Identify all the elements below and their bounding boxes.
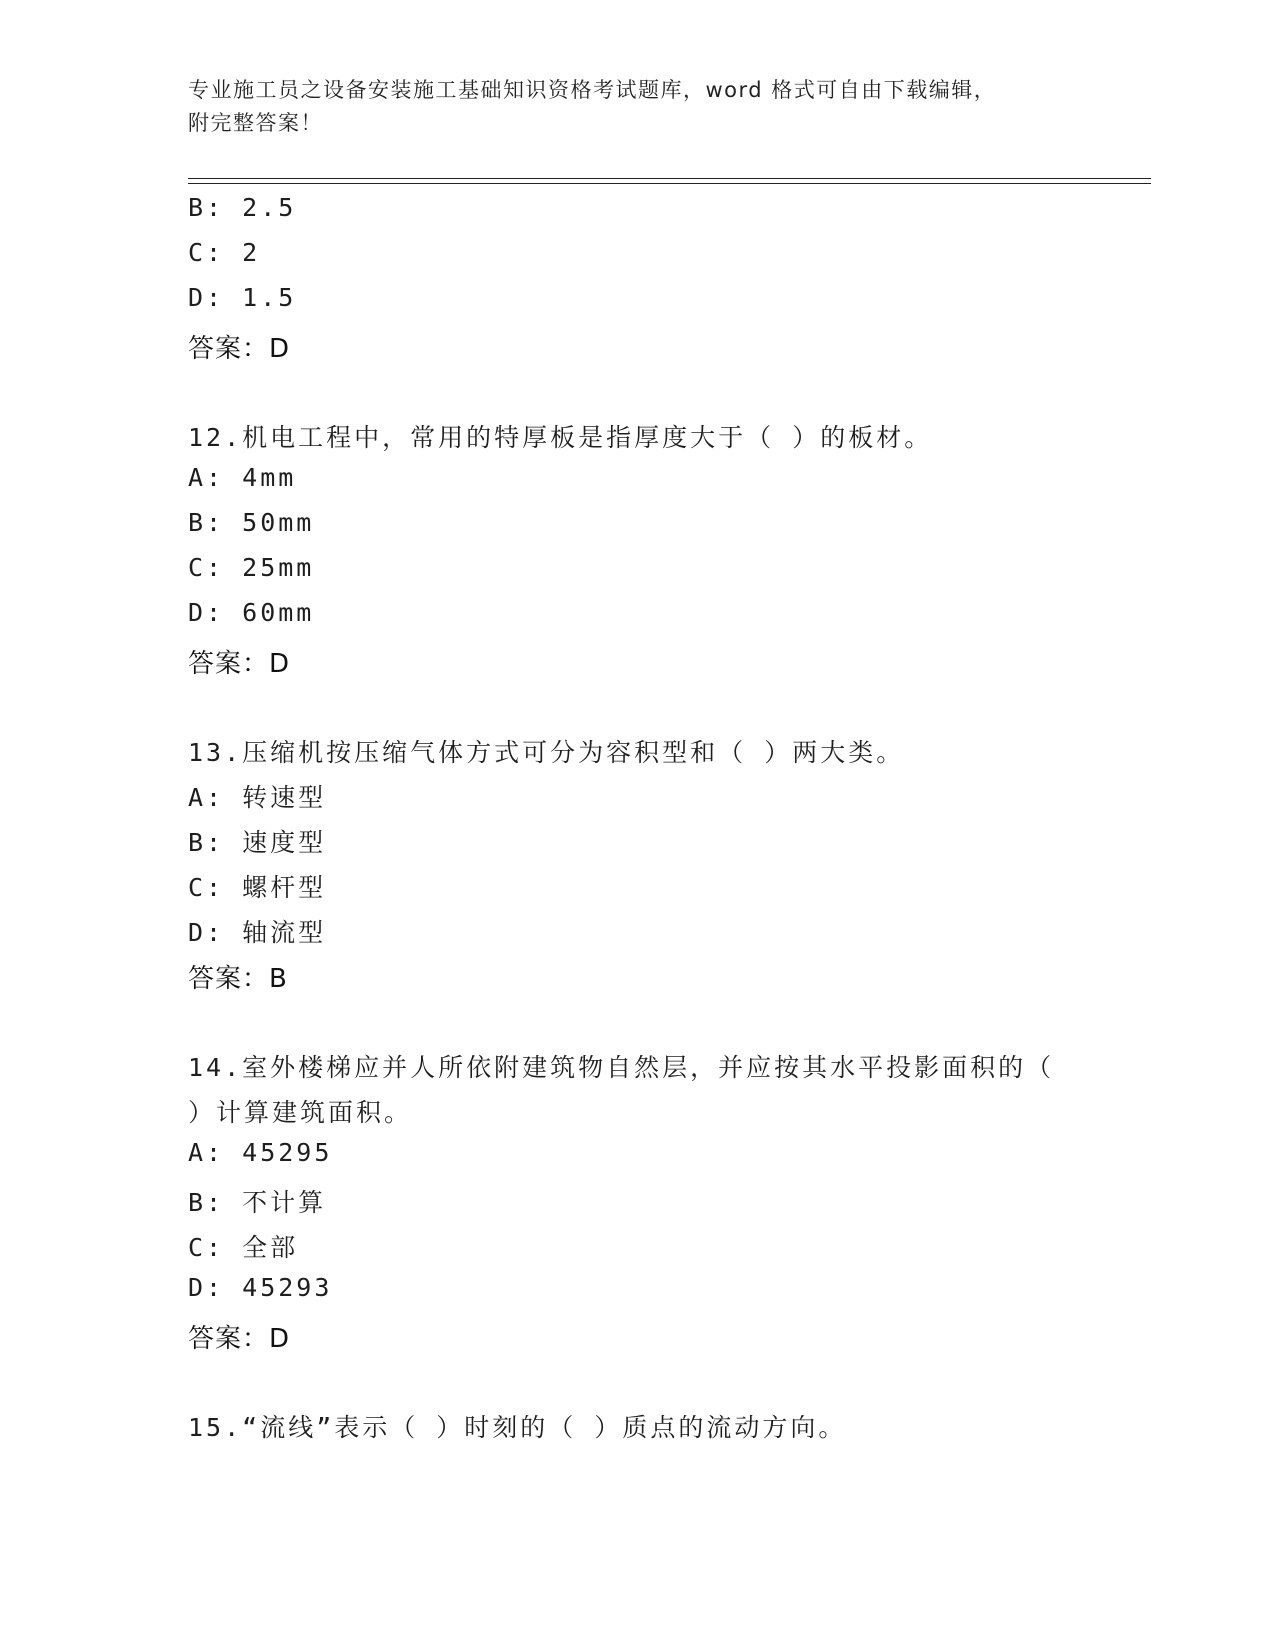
q12-stem: 12.机电工程中，常用的特厚板是指厚度大于（ ）的板材。	[188, 423, 933, 452]
document-header	[188, 74, 1088, 140]
q12-answer: 答案：D	[188, 649, 291, 679]
q14-option-c: C: 全部	[188, 1233, 299, 1262]
q15-stem: 15.“流线”表示（ ）时刻的（ ）质点的流动方向。	[188, 1413, 847, 1442]
q12-option-a: A: 4mm	[188, 463, 297, 492]
q12-option-c: C: 25mm	[188, 553, 315, 582]
q11-option-b: B: 2.5	[188, 193, 297, 222]
q13-answer: 答案：B	[188, 964, 288, 994]
q14-answer: 答案：D	[188, 1324, 291, 1354]
header-line-2: 附完整答案！	[188, 111, 323, 135]
q14-option-b: B: 不计算	[188, 1188, 327, 1217]
header-divider-bottom	[188, 183, 1151, 184]
q13-option-d: D: 轴流型	[188, 918, 327, 947]
q11-answer: 答案：D	[188, 334, 291, 364]
q14-stem-line-2: ）计算建筑面积。	[188, 1098, 413, 1127]
q13-option-a: A: 转速型	[188, 783, 327, 812]
q14-option-d: D: 45293	[188, 1273, 333, 1302]
q13-option-b: B: 速度型	[188, 828, 327, 857]
q14-option-a: A: 45295	[188, 1138, 333, 1167]
q13-stem: 13.压缩机按压缩气体方式可分为容积型和（ ）两大类。	[188, 738, 905, 767]
q11-option-d: D: 1.5	[188, 283, 297, 312]
q11-option-c: C: 2	[188, 238, 261, 267]
header-divider-top	[188, 178, 1151, 179]
q12-option-b: B: 50mm	[188, 508, 315, 537]
q13-option-c: C: 螺杆型	[188, 873, 327, 902]
header-line-1: 专业施工员之设备安装施工基础知识资格考试题库，word 格式可自由下载编辑，	[188, 78, 997, 102]
q14-stem-line-1: 14.室外楼梯应并人所依附建筑物自然层，并应按其水平投影面积的（	[188, 1053, 1055, 1082]
q12-option-d: D: 60mm	[188, 598, 315, 627]
